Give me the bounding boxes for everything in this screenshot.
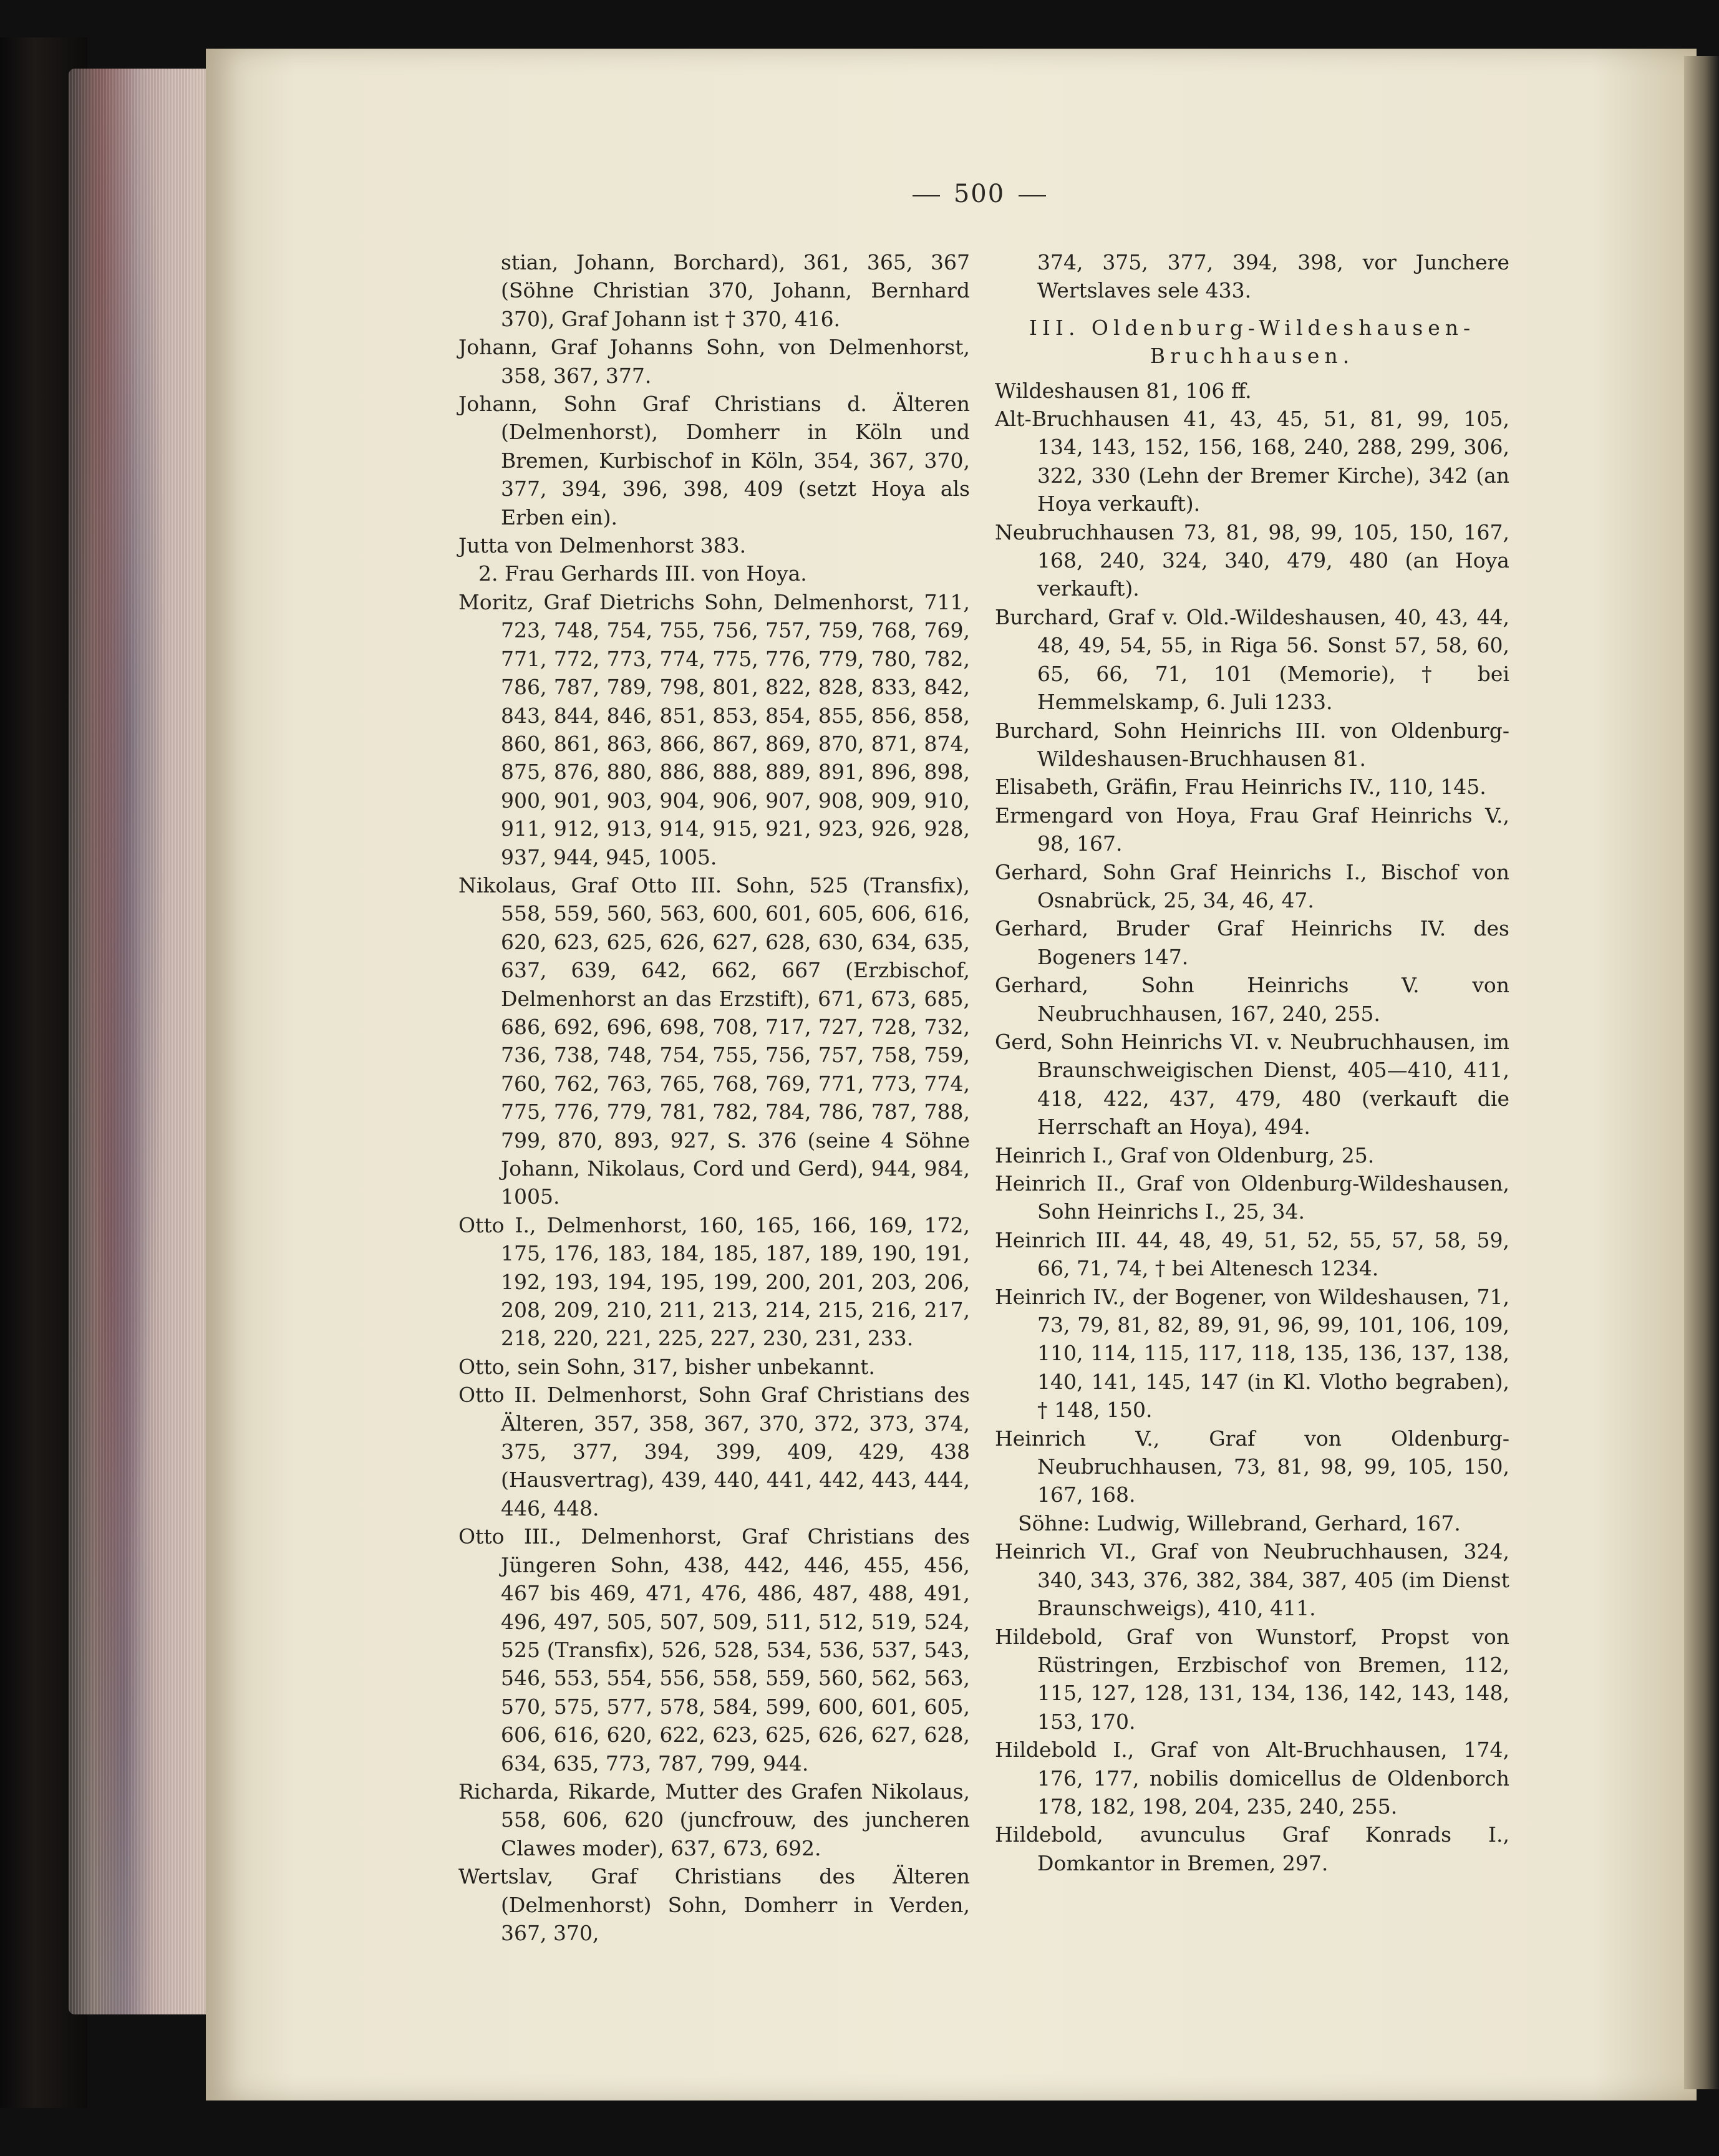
marbled-edge [69, 69, 168, 2014]
index-entry: Otto II. Delmenhorst, Sohn Graf Christians des Älteren, 357, 358, 367, 370, 372, 373, 374, 375, 377, 394, 399, 409, 429, 438 (Hausvertrag), 439, 440, 441, 442, 443, 444, 446, 448. [458, 1383, 970, 1520]
index-entry: Alt-Bruchhausen 41, 43, 45, 51, 81, 99, 105, 134, 143, 152, 156, 168, 240, 288, 299, 306, 322, 330 (Lehn der Bremer Kirche), 342 (an Hoya verkauft). [995, 407, 1509, 516]
index-entry: Wildeshausen 81, 106 ff. [995, 378, 1252, 403]
index-entry: Otto I., Delmenhorst, 160, 165, 166, 169, 172, 175, 176, 183, 184, 185, 187, 189, 190, 191, 192, 193, 194, 195, 199, 200, 201, 203, 206, 208, 209, 210, 211, 213, 214, 215, 216, 217, 218, 220, 221, 225, 227, 230, 231, 233. [458, 1212, 970, 1351]
index-subentry: 2. Frau Gerhards III. von Hoya. [478, 561, 807, 586]
index-entry: Ermengard von Hoya, Frau Graf Heinrichs V., 98, 167. [995, 803, 1509, 856]
index-entry: Hildebold, avunculus Graf Konrads I., Domkantor in Bremen, 297. [995, 1822, 1509, 1875]
index-entry: Gerhard, Sohn Heinrichs V. von Neubruchhausen, 167, 240, 255. [995, 973, 1509, 1026]
index-entry: Gerhard, Bruder Graf Heinrichs IV. des Bogeners 147. [995, 916, 1509, 969]
dash-right [1019, 195, 1046, 196]
index-entry: Jutta von Delmenhorst 383. [458, 533, 747, 558]
index-entry: Johann, Sohn Graf Christians d. Älteren (Delmenhorst), Domherr in Köln und Bremen, Kurbischof in Köln, 354, 367, 370, 377, 394, 396, 398, 409 (setzt Hoya als Erben ein). [458, 392, 970, 529]
index-entry: Heinrich II., Graf von Oldenburg-Wildeshausen, Sohn Heinrichs I., 25, 34. [995, 1171, 1509, 1224]
index-entry: Heinrich I., Graf von Oldenburg, 25. [995, 1143, 1375, 1167]
page-number [861, 180, 1098, 208]
index-entry: Burchard, Sohn Heinrichs III. von Oldenburg-Wildeshausen-Bruchhausen 81. [995, 718, 1509, 771]
index-entry: Gerd, Sohn Heinrichs VI. v. Neubruchhausen, im Braunschweigischen Dienst, 405—410, 411, 418, 422, 437, 479, 480 (verkauft die Herrschaft an Hoya), 494. [995, 1029, 1509, 1139]
right-column [995, 248, 1509, 1877]
left-column [458, 248, 970, 1947]
index-entry: Nikolaus, Graf Otto III. Sohn, 525 (Transfix), 558, 559, 560, 563, 600, 601, 605, 606, 616, 620, 623, 625, 626, 627, 628, 630, 634, 635, 637, 639, 642, 662, 667 (Erzbischof, Delmenhorst an das Erzstift), 671, 673, 685, 686, 692, 696, 698, 708, 717, 727, 728, 732, 736, 738, 748, 754, 755, 756, 757, 758, 759, 760, 762, 763, 765, 768, 769, 771, 773, 774, 775, 776, 779, 781, 782, 784, 786, 787, 788, 799, 870, 893, 927, S. 376 (seine 4 Söhne Johann, Nikolaus, Cord und Gerd), 944, 984, 1005. [458, 873, 970, 1209]
index-entry: Heinrich IV., der Bogener, von Wildeshausen, 71, 73, 79, 81, 82, 89, 91, 96, 99, 101, 106, 109, 110, 114, 115, 117, 118, 135, 136, 137, 138, 140, 141, 145, 147 (in Kl. Vlotho begraben), † 148, 150. [995, 1284, 1509, 1423]
index-entry: Elisabeth, Gräfin, Frau Heinrichs IV., 110, 145. [995, 775, 1486, 800]
index-entry: Gerhard, Sohn Graf Heinrichs I., Bischof von Osnabrück, 25, 34, 46, 47. [995, 859, 1509, 912]
index-entry: Heinrich VI., Graf von Neubruchhausen, 324, 340, 343, 376, 382, 384, 387, 405 (im Dienst Braunschweigs), 410, 411. [995, 1539, 1509, 1621]
index-entry: Neubruchhausen 73, 81, 98, 99, 105, 150, 167, 168, 240, 324, 340, 479, 480 (an Hoya verkauft). [995, 520, 1509, 601]
index-entry: Hildebold I., Graf von Alt-Bruchhausen, 174, 176, 177, nobilis domicellus de Oldenborch 178, 182, 198, 204, 235, 240, 255. [995, 1738, 1509, 1819]
index-entry: Otto III., Delmenhorst, Graf Christians des Jüngeren Sohn, 438, 442, 446, 455, 456, 467 bis 469, 471, 476, 486, 487, 488, 491, 496, 497, 505, 507, 509, 511, 512, 519, 524, 525 (Transfix), 526, 528, 534, 536, 537, 543, 546, 553, 554, 556, 558, 559, 560, 562, 563, 570, 575, 577, 578, 584, 599, 600, 601, 605, 606, 616, 620, 622, 623, 625, 626, 627, 628, 634, 635, 773, 787, 799, 944. [458, 1524, 970, 1776]
index-entry: Heinrich V., Graf von Oldenburg-Neubruchhausen, 73, 81, 98, 99, 105, 150, 167, 168. [995, 1426, 1509, 1507]
index-entry: Hildebold, Graf von Wunstorf, Propst von Rüstringen, Erzbischof von Bremen, 112, 115, 127, 128, 131, 134, 136, 142, 143, 148, 153, 170. [995, 1624, 1509, 1734]
index-entry: Moritz, Graf Dietrichs Sohn, Delmenhorst, 711, 723, 748, 754, 755, 756, 757, 759, 768, 769, 771, 772, 773, 774, 775, 776, 779, 780, 782, 786, 787, 789, 798, 801, 822, 828, 833, 842, 843, 844, 846, 851, 853, 854, 855, 856, 858, 860, 861, 863, 866, 867, 869, 870, 871, 874, 875, 876, 880, 886, 888, 889, 891, 896, 898, 900, 901, 903, 904, 906, 907, 908, 909, 910, 911, 912, 913, 914, 915, 921, 923, 926, 928, 937, 944, 945, 1005. [458, 589, 970, 869]
index-entry: Heinrich III. 44, 48, 49, 51, 52, 55, 57, 58, 59, 66, 71, 74, † bei Altenesch 1234. [995, 1227, 1509, 1281]
index-entry: Burchard, Graf v. Old.-Wildeshausen, 40, 43, 44, 48, 49, 54, 55, in Riga 56. Sonst 57, 58, 60, 65, 66, 71, 101 (Memorie), † bei Hemmelskamp, 6. Juli 1233. [995, 604, 1509, 715]
index-entry: Johann, Graf Johanns Sohn, von Delmenhorst, 358, 367, 377. [458, 335, 970, 388]
index-entry: Richarda, Rikarde, Mutter des Grafen Nikolaus, 558, 606, 620 (juncfrouw, des juncheren Clawes moder), 637, 673, 692. [458, 1779, 970, 1860]
index-entry: 374, 375, 377, 394, 398, vor Junchere Wertslaves sele 433. [1037, 250, 1509, 303]
index-entry: Otto, sein Sohn, 317, bisher unbekannt. [458, 1354, 875, 1379]
page-number-text: 500 [953, 180, 1005, 208]
index-entry: stian, Johann, Borchard), 361, 365, 367 (Söhne Christian 370, Johann, Bernhard 370), Graf Johann ist † 370, 416. [501, 250, 970, 331]
index-entry: Wertslav, Graf Christians des Älteren (Delmenhorst) Sohn, Domherr in Verden, 367, 370, [458, 1864, 970, 1945]
page-right-edge [1684, 56, 1719, 2089]
index-subentry: Söhne: Ludwig, Willebrand, Gerhard, 167. [1018, 1511, 1461, 1535]
section-heading: III. Oldenburg-Wildeshausen-Bruchhausen. [1029, 315, 1476, 369]
dash-left [913, 195, 940, 196]
